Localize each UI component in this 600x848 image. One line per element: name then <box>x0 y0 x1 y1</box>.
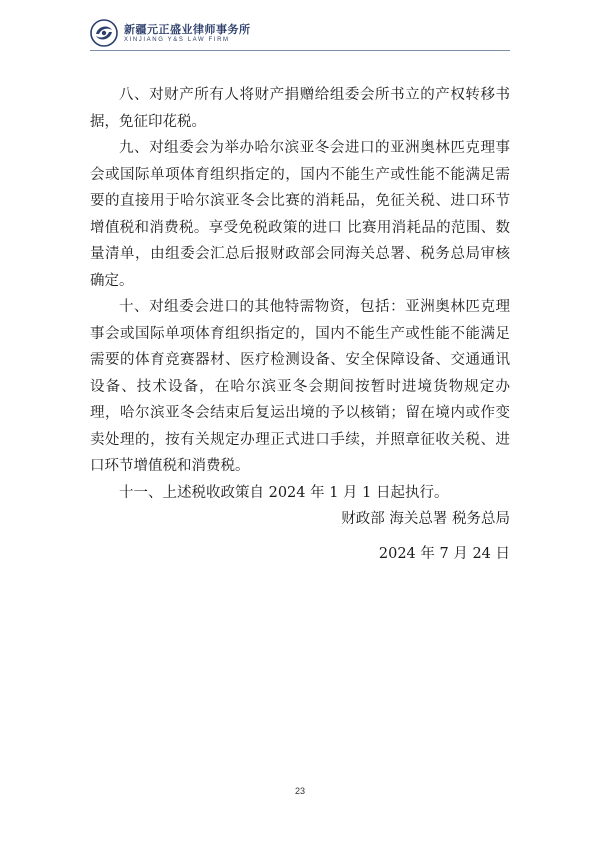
firm-name-english: XINJIANG Y&S LAW FIRM <box>124 36 230 43</box>
paragraph-item-11: 十一、上述税收政策自 2024 年 1 月 1 日起执行。 <box>119 484 449 501</box>
header-divider <box>90 50 510 51</box>
firm-name-chinese: 新疆元正盛业律师事务所 <box>124 22 251 36</box>
signature-block <box>341 506 510 567</box>
document-body <box>90 82 510 506</box>
page-number: 23 <box>294 786 305 796</box>
paragraph-item-10: 十、对组委会进口的其他特需物资，包括：亚洲奥林匹克理事会或国际单项体育组织指定的，国内不能生产或性能不能满足需要的体育竞赛器材、医疗检测设备、安全保障设备、交通通讯设备、技术设备，在哈尔滨亚冬会期间按暂时进境货物规定办理，哈尔滨亚冬会结束后复运出境的予以核销；留在境内或作变卖处理的，按有关规定办理正式进口手续，并照章征收关税、进口环节增值税和消费税。 <box>90 299 510 474</box>
issuing-authorities: 财政部 海关总署 税务总局 <box>341 511 510 527</box>
document-header <box>90 18 251 48</box>
firm-name-block <box>124 23 251 44</box>
law-firm-logo-icon <box>90 19 118 47</box>
paragraph-item-9: 九、对组委会为举办哈尔滨亚冬会进口的亚洲奥林匹克理事会或国际单项体育组织指定的，国内不能生产或性能不能满足需要的直接用于哈尔滨亚冬会比赛的消耗品，免征关税、进口环节增值税和消费税。享受免税政策的进口 比赛用消耗品的范围、数量清单，由组委会汇总后报财政部会同海关总署、税务总局审核确定。 <box>90 140 510 289</box>
issue-date: 2024 年 7 月 24 日 <box>378 545 510 562</box>
paragraph-item-8: 八、对财产所有人将财产捐赠给组委会所书立的产权转移书据，免征印花税。 <box>90 87 510 130</box>
